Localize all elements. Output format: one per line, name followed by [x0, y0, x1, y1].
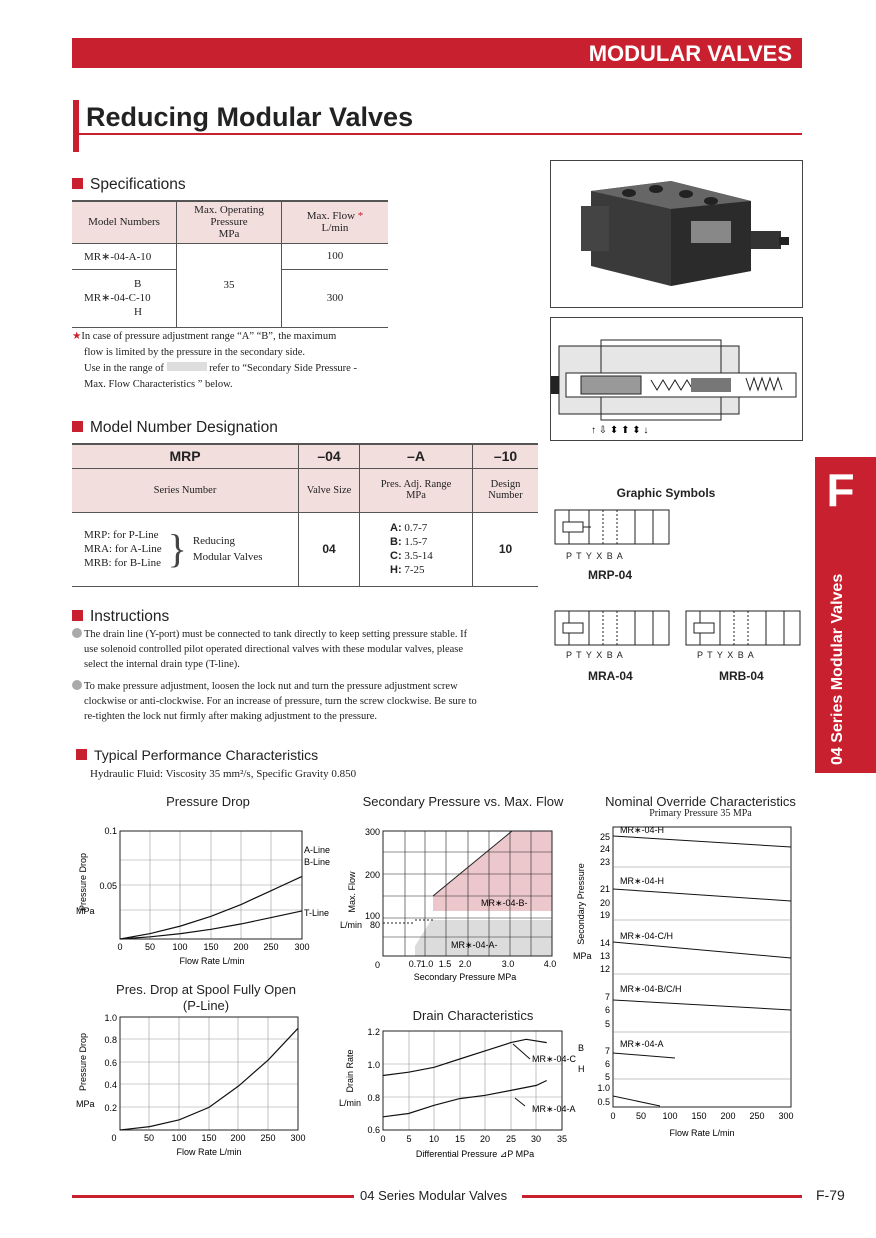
label-mrb: MRB-04	[719, 669, 764, 683]
spec-pressure: 35	[177, 243, 282, 327]
dr-ytick: 0.8	[367, 1093, 380, 1103]
mnd-series-values: MRP: for P-Line MRA: for A-Line MRB: for B-Line } Reducing Modular Valves	[72, 512, 299, 586]
sp-ytick: 80	[369, 920, 380, 930]
dr-xtick: 30	[530, 1134, 542, 1144]
instructions-text: The drain line (Y-port) must be connected to tank directly to keep setting pressure stable. If use solenoid controlled pilot operated directional valves with these modular valves, please select the internal drain type (T-line). To make pressure adjustment, loosen the lock nut and turn the pressure adjustment screw clockwise or anti-clockwise. For an increase of pressure, turn the screw clockwise. Be sure to re-tighten the lock nut firmly after making adjustment to the pressure.	[72, 627, 542, 724]
banner-text: MODULAR VALVES	[588, 41, 792, 66]
no-label-2: MR∗-04-H	[620, 876, 665, 886]
no-ytick: 24	[599, 844, 610, 854]
ports-mrp: P T Y X B A	[566, 551, 623, 561]
dr-line-c	[383, 1039, 547, 1075]
symbol-mrp	[553, 508, 673, 552]
fluid-note: Hydraulic Fluid: Viscosity 35 mm²/s, Specific Gravity 0.850	[90, 768, 357, 780]
pd-ytick-2: 0.05	[99, 881, 117, 891]
dr-label-b: B	[578, 1043, 585, 1053]
chart-dr-title: Drain Characteristics	[412, 1008, 534, 1023]
chart-pd-title: Pressure Drop	[166, 794, 250, 809]
no-ytick: 7	[604, 992, 610, 1002]
dr-xtick: 25	[505, 1134, 517, 1144]
sf-ytick: 0.4	[104, 1080, 117, 1090]
model-designation-heading: Model Number Designation	[72, 419, 278, 437]
mnd-size-value: 04	[299, 512, 360, 586]
sp-xtick: 3.0	[501, 959, 515, 969]
symbol-mrb	[684, 609, 804, 653]
sp-xtick: 1.0	[420, 959, 434, 969]
no-ytick: 21	[599, 884, 610, 894]
dr-label-h: H	[578, 1064, 585, 1074]
sf-xtick: 50	[143, 1133, 155, 1143]
specifications-heading: Specifications	[72, 176, 186, 194]
col-pressure: Max. Operating Pressure MPa	[177, 201, 282, 243]
no-label-1: MR∗-04-H	[620, 825, 665, 835]
sf-xlabel: Flow Rate L/min	[176, 1147, 242, 1157]
label-mrp: MRP-04	[588, 568, 633, 582]
sp-xtick: 0.7	[408, 959, 422, 969]
mnd-code-size: –04	[299, 444, 360, 468]
dr-ytick: 1.0	[367, 1060, 380, 1070]
pd-label-t: T-Line	[304, 908, 330, 918]
sf-ylabel: Pressure Drop	[78, 1032, 88, 1092]
pd-ytick-1: 0.1	[104, 826, 117, 836]
dr-xtick: 20	[479, 1134, 491, 1144]
chart-drain	[335, 1026, 590, 1162]
performance-heading: Typical Performance Characteristics	[76, 747, 318, 763]
no-ytick: 25	[599, 832, 610, 842]
chart-spool-fully-open	[72, 1012, 347, 1162]
pd-xtick: 250	[263, 942, 279, 952]
spec-flow-2: 300	[282, 269, 389, 327]
dr-label-c: MR∗-04-C	[532, 1054, 577, 1064]
sf-xtick: 250	[260, 1133, 276, 1143]
pd-grid	[120, 831, 302, 939]
no-ytick: 13	[599, 951, 610, 961]
dr-yunit: L/min	[339, 1098, 362, 1108]
chart-nominal-override	[570, 822, 800, 1142]
instruction-1: The drain line (Y-port) must be connected to tank directly to keep setting pressure stable. If	[72, 627, 542, 642]
ports-mra: P T Y X B A	[566, 650, 623, 660]
label-mra: MRA-04	[588, 669, 633, 683]
spec-model-2: B MR∗-04-C-10 H	[72, 269, 177, 327]
no-ytick: 5	[604, 1019, 610, 1029]
chapter-letter: F	[826, 464, 855, 516]
no-ytick: 7	[604, 1046, 610, 1056]
no-ytick: 6	[604, 1005, 610, 1015]
title-text: Reducing Modular Valves	[86, 102, 414, 132]
no-xtick: 250	[749, 1111, 765, 1121]
sp-label-b: MR∗-04-B-	[481, 898, 528, 908]
dr-xtick: 5	[406, 1134, 412, 1144]
mnd-code-range: –A	[360, 444, 473, 468]
footer-rule-right	[522, 1195, 802, 1198]
dr-label-a: MR∗-04-A	[532, 1104, 576, 1114]
spec-model-1: MR∗-04-A-10	[72, 243, 177, 269]
no-line-h2	[613, 889, 791, 901]
spec-flow-1: 100	[282, 243, 389, 269]
title-bar	[73, 100, 79, 152]
no-xtick: 100	[662, 1111, 678, 1121]
pd-xtick: 300	[294, 942, 310, 952]
dr-xtick: 0	[380, 1134, 386, 1144]
sf-yunit: MPa	[76, 1099, 95, 1109]
sp-label-a: MR∗-04-A-	[451, 940, 498, 950]
no-label-3: MR∗-04-C/H	[620, 931, 674, 941]
pd-xtick: 200	[233, 942, 249, 952]
pd-xtick: 150	[203, 942, 219, 952]
spec-note: ★In case of pressure adjustment range “A” “B”, the maximum flow is limited by the pressure in the secondary side. Use in the range of refer to “Secondary Side Pressure - Max. Flow Characteristics ” below.	[72, 331, 357, 390]
title-underline	[79, 133, 802, 135]
no-line-h1	[613, 836, 791, 847]
sp-ytick: 100	[364, 911, 380, 921]
chart-no-title: Nominal Override Characteristics	[605, 794, 796, 809]
footer-text: 04 Series Modular Valves	[360, 1188, 508, 1203]
sp-ytick: 0	[374, 960, 380, 970]
no-ytick: 14	[599, 938, 610, 948]
symbol-mra	[553, 609, 673, 653]
sf-ytick: 0.2	[104, 1103, 117, 1113]
pd-label-a: A-Line	[304, 845, 331, 855]
no-line-bch	[613, 1000, 791, 1010]
dr-xtick: 15	[454, 1134, 466, 1144]
no-yunit: MPa	[573, 951, 592, 961]
mnd-code-series: MRP	[72, 444, 299, 468]
mnd-range-values: A: 0.7-7 B: 1.5-7 C: 3.5-14 H: 7-25	[360, 512, 473, 586]
chapter-text: 04 Series Modular Valves	[829, 573, 846, 765]
pd-xtick: 100	[172, 942, 188, 952]
dr-line-a	[383, 1081, 547, 1117]
no-ytick: 19	[599, 910, 610, 920]
sf-xtick: 0	[111, 1133, 117, 1143]
sp-ytick: 200	[364, 870, 380, 880]
valve-photo-image	[551, 161, 802, 307]
mnd-h-range: Pres. Adj. Range MPa	[360, 468, 473, 512]
sp-xlabel: Secondary Pressure MPa	[413, 972, 517, 982]
no-ytick: 6	[604, 1059, 610, 1069]
no-ytick: 5	[604, 1072, 610, 1082]
no-xtick: 50	[635, 1111, 647, 1121]
col-model: Model Numbers	[72, 201, 177, 243]
pd-xlabel: Flow Rate L/min	[179, 956, 245, 966]
dr-arrow-a	[515, 1098, 525, 1106]
chart-secondary-pressure	[335, 822, 570, 987]
footer-rule-left	[72, 1195, 354, 1198]
chart-sf-title: Pres. Drop at Spool Fully Open (P-Line)	[116, 982, 296, 1013]
pd-xtick: 50	[144, 942, 156, 952]
ports-mrb: P T Y X B A	[697, 650, 754, 660]
sp-xtick: 2.0	[458, 959, 472, 969]
page-title	[73, 100, 802, 150]
pd-yunit: MPa	[76, 906, 95, 916]
sf-xtick: 200	[230, 1133, 246, 1143]
no-ytick: 0.5	[597, 1097, 610, 1107]
sf-ytick: 0.6	[104, 1058, 117, 1068]
valve-photo	[550, 160, 803, 308]
sf-xtick: 100	[171, 1133, 187, 1143]
sf-xtick: 150	[201, 1133, 217, 1143]
no-ytick: 1.0	[597, 1083, 610, 1093]
dr-xtick: 10	[428, 1134, 440, 1144]
no-line-ch	[613, 942, 791, 958]
no-xtick: 300	[778, 1111, 794, 1121]
mnd-design-value: 10	[473, 512, 539, 586]
no-xtick: 200	[720, 1111, 736, 1121]
dr-ytick: 0.6	[367, 1125, 380, 1135]
sf-xtick: 300	[290, 1133, 306, 1143]
no-ylabel: Secondary Pressure	[576, 863, 586, 945]
no-label-4: MR∗-04-B/C/H	[620, 984, 682, 994]
chart-sp-title: Secondary Pressure vs. Max. Flow	[362, 794, 564, 809]
page-number: F-79	[816, 1187, 845, 1203]
no-label-5: MR∗-04-A	[620, 1039, 664, 1049]
instructions-heading: Instructions	[72, 608, 169, 626]
no-ytick: 20	[599, 898, 610, 908]
pd-ylabel: Pressure Drop	[78, 852, 88, 912]
no-ytick: 23	[599, 857, 610, 867]
mnd-h-series: Series Number	[72, 468, 299, 512]
sp-yunit: L/min	[340, 920, 363, 930]
no-xtick: 150	[691, 1111, 707, 1121]
svg-text:↑ ⇩ ⬍ ⬆ ⬍ ↓: ↑ ⇩ ⬍ ⬆ ⬍ ↓	[591, 425, 649, 436]
chart-no-subtitle: Primary Pressure 35 MPa	[649, 808, 752, 819]
cross-section-drawing	[550, 317, 803, 441]
mnd-h-size: Valve Size	[299, 468, 360, 512]
dr-xlabel: Differential Pressure ⊿P MPa	[415, 1149, 535, 1159]
sp-area-a	[415, 920, 552, 956]
model-designation-table	[72, 443, 538, 587]
sp-ytick: 300	[364, 827, 380, 837]
no-ytick: 12	[599, 964, 610, 974]
dr-ylabel: Drain Rate	[345, 1049, 355, 1093]
no-xlabel: Flow Rate L/min	[669, 1128, 735, 1138]
cross-section-image	[551, 318, 802, 440]
sf-ytick: 1.0	[104, 1013, 117, 1023]
mnd-h-design: Design Number	[473, 468, 539, 512]
section-banner	[72, 38, 802, 68]
instruction-2: To make pressure adjustment, loosen the lock nut and turn the pressure adjustment screw	[72, 679, 542, 694]
no-line-a-low	[613, 1096, 660, 1106]
dr-arrow-c	[513, 1044, 530, 1059]
chapter-tab	[815, 457, 876, 773]
no-line-a	[613, 1053, 675, 1058]
no-xtick: 0	[610, 1111, 616, 1121]
pd-label-b: B-Line	[304, 857, 331, 867]
sp-ylabel: Max. Flow	[347, 871, 357, 913]
graphic-symbols-title: Graphic Symbols	[616, 486, 716, 500]
pd-xtick: 0	[117, 942, 123, 952]
dr-xtick: 35	[556, 1134, 568, 1144]
sp-xtick: 4.0	[543, 959, 557, 969]
sp-xtick: 1.5	[438, 959, 452, 969]
chart-pressure-drop	[72, 820, 347, 970]
col-flow: Max. Flow * L/min	[282, 201, 389, 243]
dr-ytick: 1.2	[367, 1027, 380, 1037]
sf-ytick: 0.8	[104, 1035, 117, 1045]
spec-table	[72, 200, 388, 328]
mnd-code-design: –10	[473, 444, 539, 468]
